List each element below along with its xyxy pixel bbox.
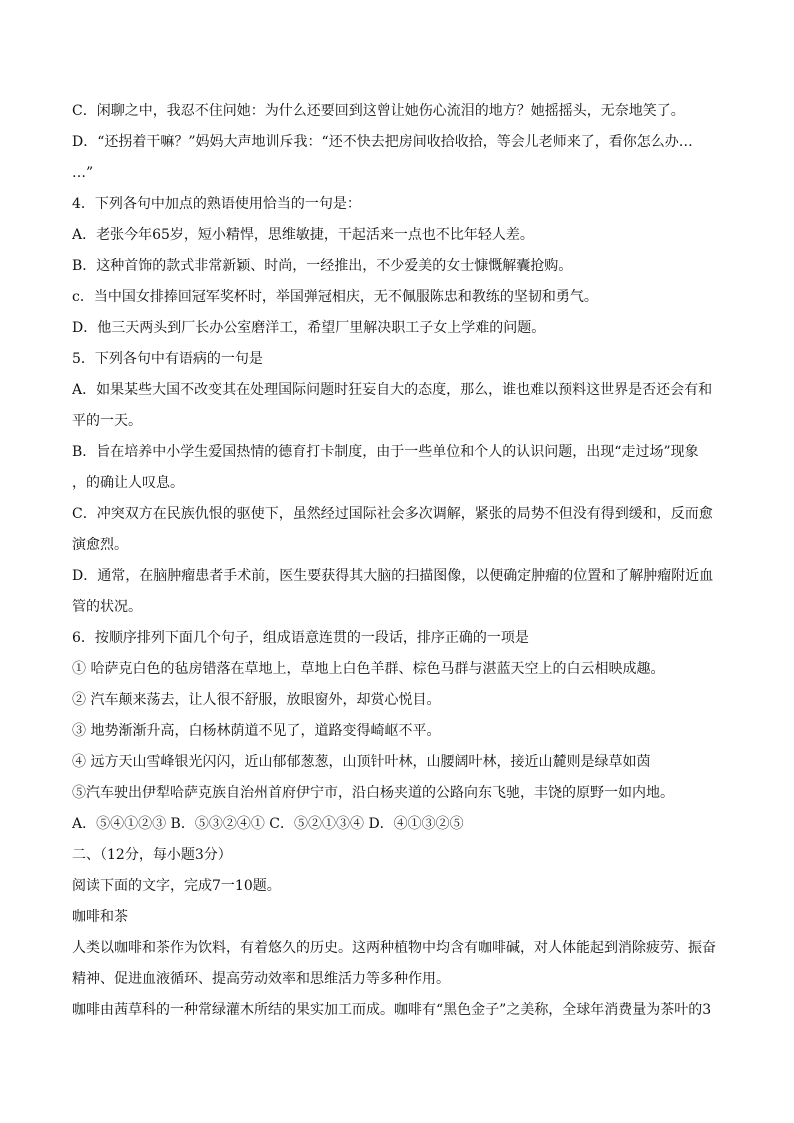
answer-option-continued: 管的状况。 <box>72 599 142 615</box>
article-paragraph: 人类以咖啡和茶作为饮料，有着悠久的历史。这两种植物中均含有咖啡碱，对人体能起到消除疲劳、振奋 <box>72 940 716 956</box>
answer-option: D．他三天两头到厂长办公室磨洋工，希望厂里解决职工子女上学难的问题。 <box>72 320 546 336</box>
sentence-item: ⑤汽车驶出伊犁哈萨克族自治州首府伊宁市，沿白杨夹道的公路向东飞驰，丰饶的原野一如内地。 <box>72 785 674 801</box>
answer-option: B．这种首饰的款式非常新颖、时尚，一经推出，不少爱美的女士慷慨解囊抢购。 <box>72 258 573 274</box>
article-title: 咖啡和茶 <box>72 909 128 925</box>
answer-option-continued: 平的一天。 <box>72 413 142 429</box>
article-paragraph: 咖啡由茜草科的一种常绿灌木所结的果实加工而成。咖啡有“黑色金子”之美称，全球年消费量为茶叶的3 <box>72 1002 712 1018</box>
answer-option: D．通常，在脑肿瘤患者手术前，医生要获得其大脑的扫描图像，以便确定肿瘤的位置和了解肿瘤附近血 <box>72 568 714 584</box>
sentence-item: ② 汽车颠来荡去，让人很不舒服，放眼窗外，却赏心悦目。 <box>72 692 441 708</box>
answer-option: A．老张今年65岁，短小精悍，思维敏捷，干起活来一点也不比年轻人差。 <box>72 227 534 243</box>
reading-instruction: 阅读下面的文字，完成7一10题。 <box>72 878 281 894</box>
answer-option-continued: ，的确让人叹息。 <box>72 475 184 491</box>
answer-option: C．冲突双方在民族仇恨的驱使下，虽然经过国际社会多次调解，紧张的局势不但没有得到缓和，反而愈 <box>72 506 713 522</box>
text-line: C．闲聊之中，我忍不住问她：为什么还要回到这曾让她伤心流泪的地方？她摇摇头，无奈地笑了。 <box>72 103 685 119</box>
sentence-item: ④ 远方天山雪峰银光闪闪，近山郁郁葱葱，山顶针叶林，山腰阔叶林，接近山麓则是绿草如茵 <box>72 754 651 770</box>
answer-option: A．如果某些大国不改变其在处理国际问题时狂妄自大的态度，那么，谁也难以预料这世界是否还会有和 <box>72 382 713 398</box>
question-heading: 6．按顺序排列下面几个句子，组成语意连贯的一段话，排序正确的一项是 <box>72 630 529 646</box>
section-heading: 二、（12分，每小题3分） <box>72 847 232 863</box>
document-page <box>72 96 724 1026</box>
answer-option-continued: 演愈烈。 <box>72 537 128 553</box>
answer-choices: A．⑤④①②③ B．⑤③②④① C．⑤②①③④ D．④①③②⑤ <box>72 816 464 832</box>
text-line: …” <box>72 165 94 181</box>
question-heading: 4．下列各句中加点的熟语使用恰当的一句是： <box>72 196 361 212</box>
question-heading: 5．下列各句中有语病的一句是 <box>72 351 263 367</box>
answer-option: c．当中国女排捧回冠军奖杯时，举国弹冠相庆，无不佩服陈忠和教练的坚韧和勇气。 <box>72 289 598 305</box>
text-line: D．“还拐着干嘛？”妈妈大声地训斥我：“还不快去把房间收拾收拾，等会儿老师来了，看你怎么办… <box>72 134 693 150</box>
sentence-item: ③ 地势渐渐升高，白杨林荫道不见了，道路变得崎岖不平。 <box>72 723 441 739</box>
article-paragraph-continued: 精神、促进血液循环、提高劳动效率和思维活力等多种作用。 <box>72 971 450 987</box>
answer-option: B．旨在培养中小学生爱国热情的德育打卡制度，由于一些单位和个人的认识问题，出现“走过场”现象 <box>72 444 699 460</box>
sentence-item: ① 哈萨克白色的毡房错落在草地上，草地上白色羊群、棕色马群与湛蓝天空上的白云相映成趣。 <box>72 661 665 677</box>
